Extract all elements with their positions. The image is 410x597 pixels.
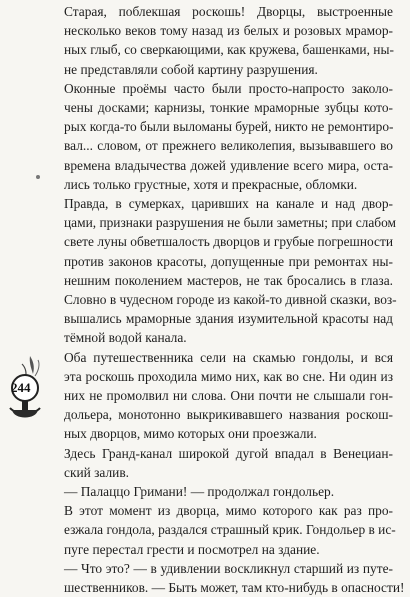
paragraph <box>48 79 393 194</box>
paragraph <box>48 482 393 501</box>
text-line: рых когда-то были выломаны бурей, никто не ремонтиро- <box>64 119 394 135</box>
paragraph <box>48 2 393 79</box>
text-line: шественников. — Быть может, там кто-нибудь в опасности! <box>64 580 405 596</box>
paragraph <box>48 444 393 482</box>
text-line: эта роскошь проходила мимо них, как во сне. Ни один из <box>64 368 393 384</box>
text-line: Оконные проёмы часто были просто-напросто заколо- <box>64 80 393 96</box>
text-line: ский залив. <box>64 464 129 480</box>
text-line: Здесь Гранд-канал широкой дугой впадал в Венециан- <box>64 445 393 461</box>
text-line: — Что это? — в удивлении воскликнул старший из путе- <box>64 560 393 576</box>
text-line: не представляли собой картину разрушения. <box>64 61 318 77</box>
text-line: них не промолвил ни слова. Они почти не слышали гон- <box>64 388 393 404</box>
text-line: Оба путешественника сели на скамью гондолы, и вся <box>64 349 393 365</box>
text-line: ных глыб, со сверкающими, как кружева, башенками, ны- <box>64 42 394 58</box>
text-line: дольера, монотонно выкрикивавшего названия роскош- <box>64 407 393 423</box>
text-line: Правда, в сумерках, царивших на канале и над двор- <box>64 196 393 212</box>
text-line: тёмной водой канала. <box>64 330 187 346</box>
page-number: 244 <box>11 380 31 395</box>
text-line: лись только грустные, хотя и прекрасные, обломки. <box>64 176 358 192</box>
text-line: В этот момент из дворца, мимо которого как раз про- <box>64 503 393 519</box>
text-line: нешним поколением мастеров, не так бросались в глаза. <box>64 272 393 288</box>
text-line: свете луны обветшалость дворцов и грубые погрешности <box>64 234 393 250</box>
text-line: вал... словом, от прежнего великолепия, вызывавшего во <box>64 138 393 154</box>
paragraph <box>48 501 396 559</box>
text-line: езжала гондола, раздался страшный крик. Гондольер в ис- <box>64 522 396 538</box>
page-number-ornament <box>0 352 52 432</box>
margin-dot <box>36 175 40 179</box>
text-line: времена владычества дожей удивление всего мира, оста- <box>64 157 393 173</box>
text-line: Словно в чудесном городе из какой-то дивной сказки, воз- <box>64 292 397 308</box>
page-text <box>48 2 405 597</box>
paragraph <box>48 348 393 444</box>
text-line: цами, признаки разрушения не были заметны; при слабом <box>64 215 396 231</box>
paragraph <box>48 559 405 597</box>
text-line: вышались мраморные здания изумительной красоты над <box>64 311 393 327</box>
text-line: против законов красоты, допущенные при ремонтах ны- <box>64 253 393 269</box>
text-line: чены досками; карнизы, тонкие мраморные зубцы кото- <box>64 100 393 116</box>
text-line: Старая, поблекшая роскошь! Дворцы, выстроенные <box>64 4 393 19</box>
text-line: — Палаццо Гримани! — продолжал гондольер. <box>64 484 335 500</box>
text-line: несколько веков тому назад из белых и розовых мрамор- <box>64 23 393 39</box>
text-line: ных дворцов, мимо которых они проезжали. <box>64 426 317 442</box>
text-line: пуге перестал грести и посмотрел на здание. <box>64 541 320 557</box>
paragraph <box>48 194 397 348</box>
